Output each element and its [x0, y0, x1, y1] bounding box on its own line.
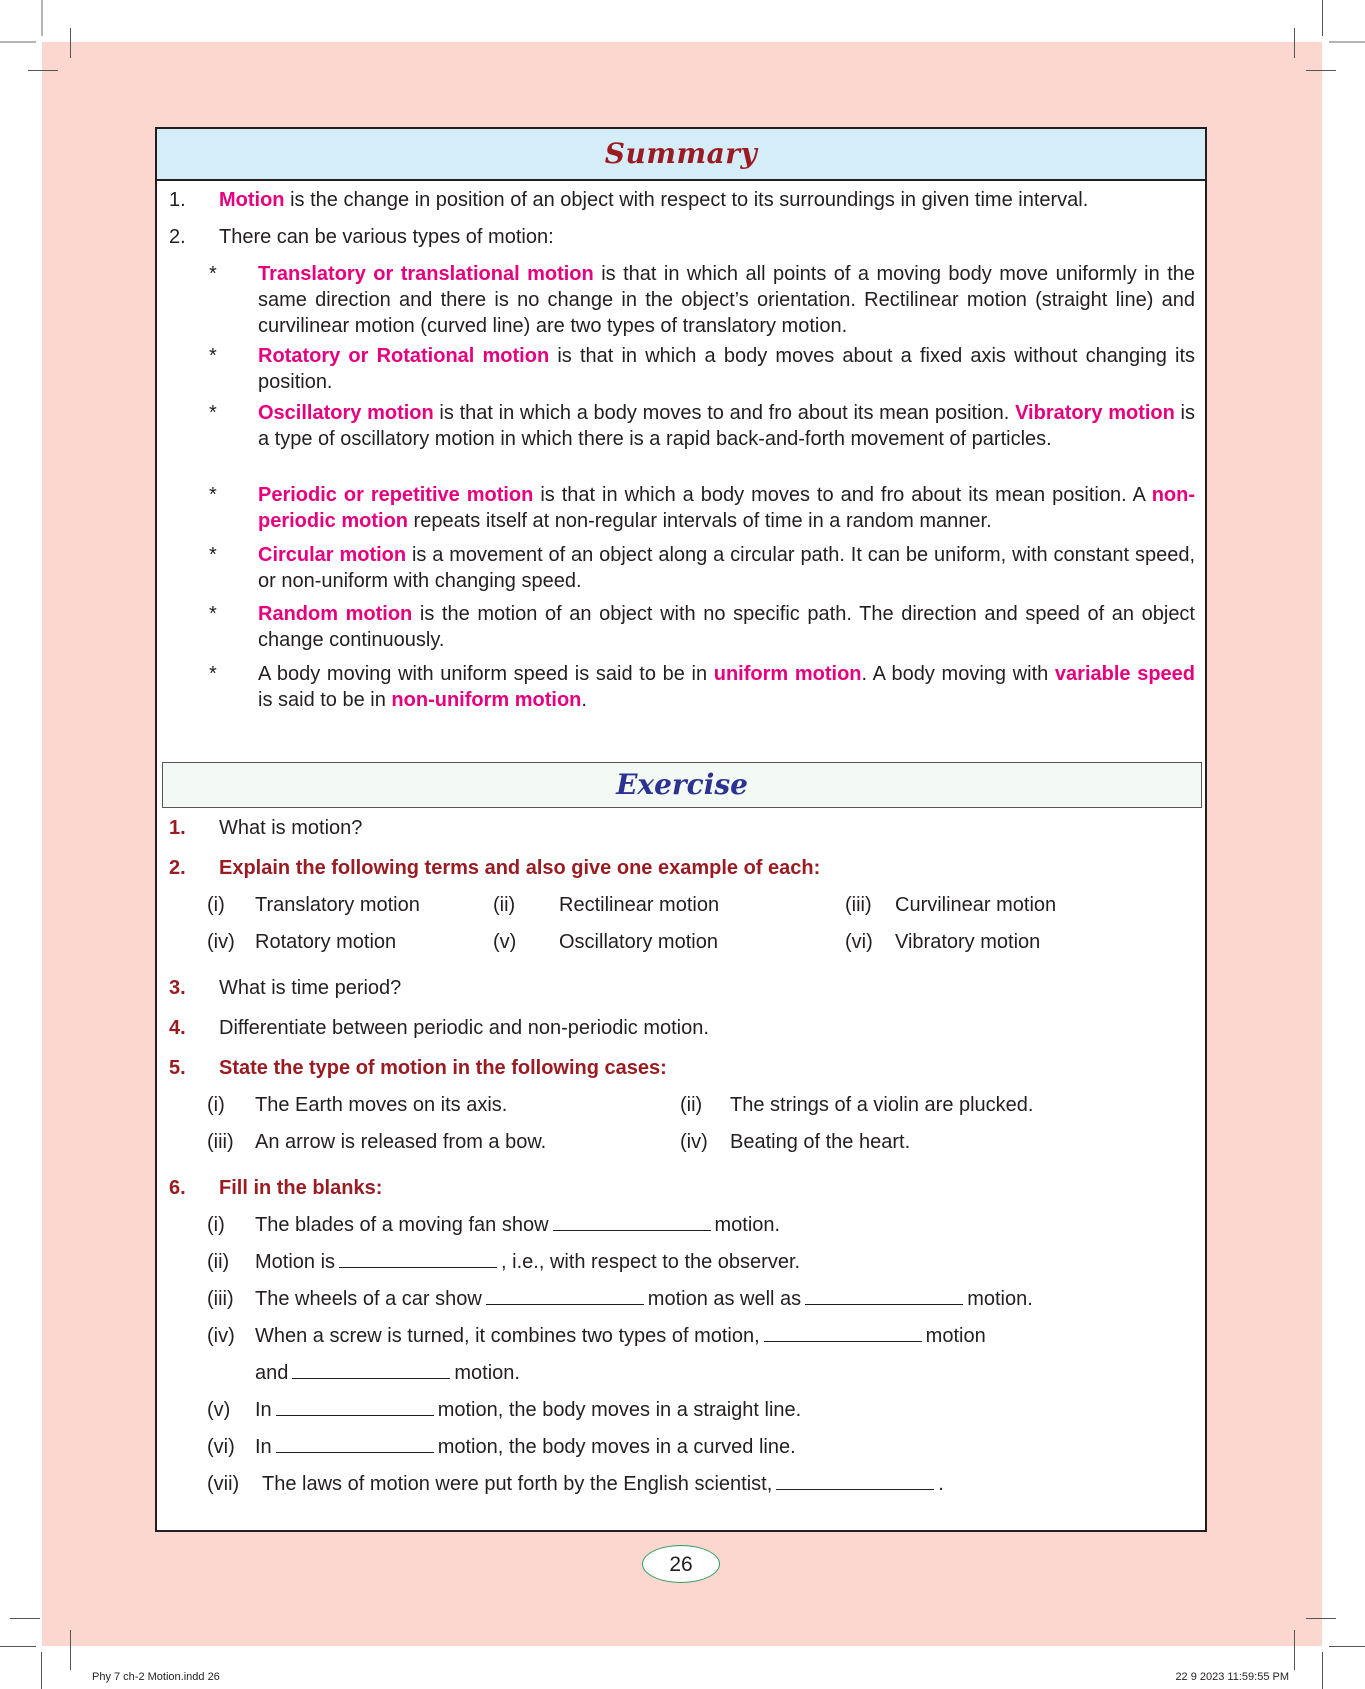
blank-item — [255, 1286, 1033, 1312]
case-number: (ii) — [680, 1094, 703, 1116]
term-number: (iii) — [845, 894, 872, 916]
blank-item-text: The blades of a moving fan show — [255, 1214, 549, 1236]
crop-mark — [41, 0, 43, 36]
bullet-text — [258, 261, 1195, 339]
case-number: (i) — [207, 1094, 225, 1116]
crop-mark — [1294, 1630, 1295, 1670]
blank-item-text: and — [255, 1362, 289, 1384]
question-number: 6. — [169, 1177, 186, 1199]
term-label: Curvilinear motion — [895, 894, 1057, 916]
term-number: (iv) — [207, 931, 235, 953]
blank-item — [255, 1249, 800, 1275]
blank-item-text: The laws of motion were put forth by the English scientist, — [262, 1473, 773, 1495]
question-text: What is motion? — [219, 817, 363, 839]
plain-text: is that in which a body moves to and fro about its mean position. A — [533, 484, 1152, 506]
case-text: An arrow is released from a bow. — [255, 1131, 547, 1153]
case-number: (iii) — [207, 1131, 234, 1153]
term-number: (ii) — [493, 894, 516, 916]
highlighted-term: Periodic or repetitive motion — [258, 484, 534, 506]
item-text: There can be various types of motion: — [219, 226, 554, 248]
plain-text: is that in which a body moves about a fixed axis without changing its position. — [258, 345, 1195, 393]
blank-item-text: In — [255, 1399, 272, 1421]
blank-item — [255, 1212, 780, 1238]
blank-item-text: , i.e., with respect to the observer. — [501, 1251, 801, 1273]
answer-blank[interactable] — [805, 1286, 963, 1305]
case-text: The Earth moves on its axis. — [255, 1094, 508, 1116]
definition-text: is the change in position of an object with respect to its surroundings in given time interval. — [284, 189, 1089, 211]
answer-blank[interactable] — [553, 1212, 711, 1231]
answer-blank[interactable] — [339, 1249, 497, 1268]
crop-mark — [1329, 1646, 1365, 1647]
question-text: What is time period? — [219, 977, 402, 999]
answer-blank[interactable] — [764, 1323, 922, 1342]
highlighted-term: Rotatory or Rotational motion — [258, 345, 550, 367]
blank-item-number: (iv) — [207, 1325, 235, 1347]
blank-item-text: motion. — [714, 1214, 781, 1236]
blank-item-text: motion — [925, 1325, 986, 1347]
highlighted-term: Oscillatory motion — [258, 402, 434, 424]
crop-mark — [10, 1618, 40, 1619]
item-number: 1. — [169, 189, 186, 211]
plain-text: repeats itself at non-regular intervals of time in a random manner. — [408, 510, 992, 532]
blank-item-number: (vii) — [207, 1473, 240, 1495]
blank-item-number: (v) — [207, 1399, 231, 1421]
highlighted-term: uniform motion — [713, 663, 862, 685]
question-number: 4. — [169, 1017, 186, 1039]
bullet-text — [258, 542, 1195, 594]
bullet-text — [258, 661, 1195, 713]
highlighted-term: Circular motion — [258, 544, 407, 566]
crop-mark — [1329, 41, 1365, 43]
question-text: Fill in the blanks: — [219, 1177, 383, 1199]
plain-text: is a type of oscillatory motion in which there is a rapid back-and-forth movement of particles. — [258, 402, 1195, 450]
exercise-title: Exercise — [616, 768, 748, 801]
blank-item-number: (i) — [207, 1214, 225, 1236]
blank-item-text: Motion is — [255, 1251, 336, 1273]
blank-item-continued — [255, 1360, 520, 1386]
plain-text: is that in which a body moves to and fro about its mean position. — [433, 402, 1016, 424]
highlighted-term: variable speed — [1054, 663, 1195, 685]
question-text: State the type of motion in the following cases: — [219, 1057, 667, 1079]
highlighted-term: Random motion — [258, 603, 413, 625]
page-number: 26 — [642, 1545, 720, 1583]
crop-mark — [1306, 70, 1336, 71]
crop-mark — [70, 28, 71, 58]
crop-mark — [0, 41, 36, 43]
crop-mark — [1322, 0, 1323, 36]
case-text: The strings of a violin are plucked. — [730, 1094, 1034, 1116]
blank-item-number: (vi) — [207, 1436, 235, 1458]
highlighted-term: Translatory or translational motion — [258, 263, 594, 285]
answer-blank[interactable] — [276, 1434, 434, 1453]
plain-text: . A body moving with — [861, 663, 1055, 685]
bullet-star: * — [209, 484, 217, 506]
blank-item-number: (iii) — [207, 1288, 234, 1310]
answer-blank[interactable] — [486, 1286, 644, 1305]
bullet-star: * — [209, 544, 217, 566]
bullet-text — [258, 601, 1195, 653]
question-number: 5. — [169, 1057, 186, 1079]
crop-mark — [70, 1630, 71, 1670]
case-text: Beating of the heart. — [730, 1131, 911, 1153]
bullet-star: * — [209, 603, 217, 625]
blank-item-text: When a screw is turned, it combines two types of motion, — [255, 1325, 760, 1347]
bullet-star: * — [209, 263, 217, 285]
term-label: Translatory motion — [255, 894, 420, 916]
slug-left: Phy 7 ch-2 Motion.indd 26 — [92, 1671, 220, 1683]
slug-right: 22 9 2023 11:59:55 PM — [1175, 1671, 1289, 1683]
blank-item-number: (ii) — [207, 1251, 230, 1273]
highlighted-term: Vibratory motion — [1015, 402, 1175, 424]
crop-mark — [1294, 28, 1295, 58]
plain-text: is said to be in — [258, 689, 392, 711]
term-label: Vibratory motion — [895, 931, 1041, 953]
plain-text: is the motion of an object with no specific path. The direction and speed of an object change continuously. — [258, 603, 1195, 651]
item-number: 2. — [169, 226, 186, 248]
term-label: Rectilinear motion — [559, 894, 720, 916]
blank-item-text: motion as well as — [647, 1288, 802, 1310]
term-number: (i) — [207, 894, 225, 916]
plain-text: . — [581, 689, 587, 711]
blank-item-text: The wheels of a car show — [255, 1288, 482, 1310]
plain-text: A body moving with uniform speed is said to be in — [258, 663, 714, 685]
question-number: 3. — [169, 977, 186, 999]
crop-mark — [1306, 1618, 1336, 1619]
case-number: (iv) — [680, 1131, 708, 1153]
blank-item — [255, 1323, 986, 1349]
term-label: Rotatory motion — [255, 931, 397, 953]
bullet-text — [258, 482, 1195, 534]
bullet-star: * — [209, 663, 217, 685]
term-number: (v) — [493, 931, 517, 953]
blank-item-text: In — [255, 1436, 272, 1458]
crop-mark — [1322, 1652, 1323, 1689]
highlighted-term: non-periodic motion — [258, 484, 1195, 532]
plain-text: is a movement of an object along a circular path. It can be uniform, with constant speed, or non-uniform with changing speed. — [258, 544, 1196, 592]
exercise-header — [162, 762, 1202, 808]
crop-mark — [0, 1646, 36, 1647]
blank-item — [255, 1397, 801, 1423]
bullet-star: * — [209, 402, 217, 424]
highlighted-term: non-uniform motion — [391, 689, 582, 711]
bullet-text — [258, 343, 1195, 395]
blank-item-text: motion, the body moves in a curved line. — [437, 1436, 796, 1458]
bullet-star: * — [209, 345, 217, 367]
blank-item — [255, 1434, 796, 1460]
summary-title: Summary — [604, 137, 758, 170]
blank-item-text: . — [938, 1473, 944, 1495]
answer-blank[interactable] — [776, 1471, 934, 1490]
plain-text: is that in which all points of a moving body move uniformly in the same direction and there is no change in the object’s orientation. Rectilinear motion (straight line) and curvilinear motion (curved line) are two types of translatory motion. — [258, 263, 1195, 337]
blank-item-text: motion. — [967, 1288, 1033, 1310]
answer-blank[interactable] — [276, 1397, 434, 1416]
content-panel — [155, 127, 1207, 1532]
bullet-text — [258, 400, 1195, 452]
question-number: 1. — [169, 817, 186, 839]
term-label: Oscillatory motion — [559, 931, 718, 953]
blank-item-text: motion. — [454, 1362, 520, 1384]
question-text: Differentiate between periodic and non-periodic motion. — [219, 1017, 709, 1039]
answer-blank[interactable] — [292, 1360, 450, 1379]
question-text: Explain the following terms and also give one example of each: — [219, 857, 821, 879]
blank-item-text: motion, the body moves in a straight line. — [437, 1399, 802, 1421]
crop-mark — [41, 1652, 42, 1689]
question-number: 2. — [169, 857, 186, 879]
term-motion: Motion — [219, 189, 285, 211]
blank-item — [262, 1471, 944, 1497]
summary-header — [157, 129, 1205, 181]
term-number: (vi) — [845, 931, 873, 953]
crop-mark — [28, 70, 58, 71]
